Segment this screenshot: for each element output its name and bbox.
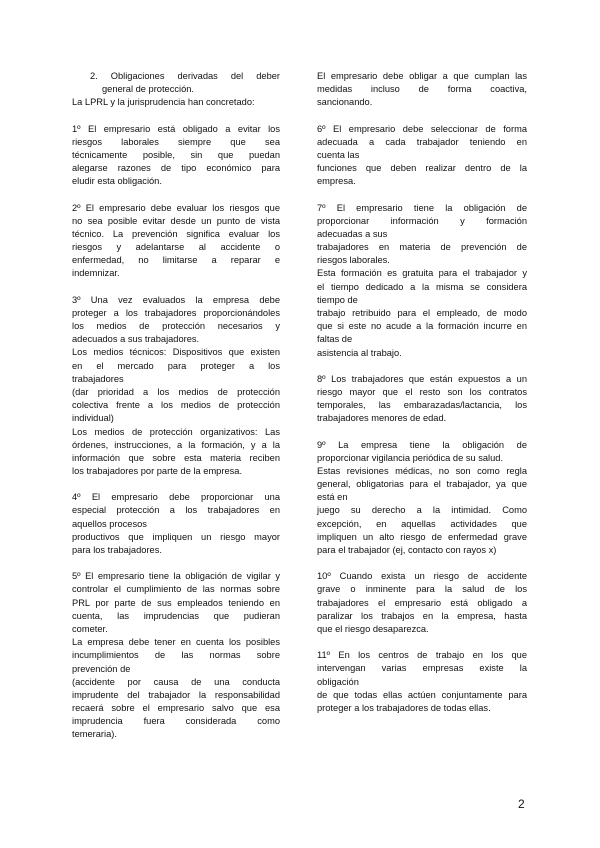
text-line: 7º El empresario tiene la obligación de [317,202,527,213]
text-line: proteger a los trabajadores proporcionándoles [72,307,280,318]
text-line: 3º Una vez evaluados la empresa debe [72,294,280,305]
text-line: proporcionar vigilancia periódica de su salud. [317,452,504,463]
text-line: Estas revisiones médicas, no son como regla [317,465,527,476]
text-line: de que todas ellas actúen conjuntamente para [317,689,527,700]
text-line: individual) [72,413,114,424]
text-line: órdenes, instrucciones, a la formación, y a la [72,439,280,450]
text-line: en el mercado para proteger a los [72,360,280,371]
text-line: temporales, las embarazadas/lactancia, los [317,400,527,411]
text-line: 4º El empresario debe proporcionar una [72,492,280,503]
paragraph-gap [317,426,527,439]
text-line: eludir esta obligación. [72,176,162,187]
text-line: sancionando. [317,97,373,108]
text-line: trabajadores [72,373,124,384]
text-line: imprudencia fuera considerada como [72,716,280,727]
text-line: imprudente del trabajador la responsabilidad [72,689,280,700]
text-line: los trabajadores por parte de la empresa. [72,466,243,477]
text-line: trabajadores en materia de prevención de [317,242,527,253]
page-number: 2 [518,797,525,811]
text-line: excepción, en aquellas actividades que [317,518,527,529]
text-line: 5º El empresario tiene la obligación de vigilar y [72,571,280,582]
text-line: técnico. La prevención significa evaluar los [72,228,280,239]
paragraph-gap [317,110,527,123]
text-line: 10º Cuando exista un riesgo de accidente [317,571,527,582]
paragraph-gap [72,110,280,123]
text-line: 2. Obligaciones derivadas del deber [90,71,280,81]
text-line: temeraria). [72,729,117,740]
text-line: para los trabajadores. [72,545,162,555]
text-line: impliquen un alto riesgo de enfermedad grave [317,531,527,542]
text-line: adecuadas a sus [317,228,388,239]
text-line: técnicamente posible, sin que puedan [72,149,280,160]
text-line: grave o inminente para la salud de los [317,584,527,595]
text-line: (accidente por causa de una conducta [72,676,280,687]
text-line: juego su derecho a la intimidad. Como [317,505,527,516]
text-line: proporcionar información y formación [317,215,527,226]
text-line: riesgos laborales. [317,255,390,266]
text-line: proteger a los trabajadores de todas ellas. [317,702,491,713]
text-line: cuenta, las imprudencias que pudieran [72,610,280,621]
paragraph-gap [72,189,280,202]
text-line: riesgos laborales siempre que sea [72,136,280,147]
text-line: colectiva frente a los medios de protección [72,400,280,411]
left-column [72,70,280,742]
text-line: adecuada a cada trabajador teniendo en [317,136,527,147]
text-line: productivos que impliquen un riesgo mayor [72,531,280,542]
text-line: tiempo de [317,294,358,305]
text-line: aquellos procesos [72,518,147,529]
paragraph-gap [72,557,280,570]
text-line: para el trabajador (ej, contacto con rayos x) [317,545,497,555]
paragraph-gap [317,557,527,570]
text-line: trabajo retribuido para el empleado, de modo [317,308,527,318]
text-line: La empresa debe tener en cuenta los posibles [72,637,280,648]
text-line: 1º El empresario está obligado a evitar los [72,123,280,134]
text-line: que el riesgo desaparezca. [317,623,429,634]
text-line: riesgos y adelantarse al accidente o [72,242,280,253]
paragraph-gap [317,360,527,373]
text-line: La LPRL y la jurisprudencia han concretado: [72,97,255,108]
text-line: cuenta las [317,149,360,160]
text-line: trabajadores el empresario está obligado a [317,597,527,608]
paragraph-gap [317,189,527,202]
text-line: asistencia al trabajo. [317,347,402,358]
text-line: el tiempo dedicado a la misma se considera [317,281,527,292]
text-line: funciones que deben realizar dentro de la [317,163,527,174]
text-line: paralizar los trabajos en la empresa, hasta [317,610,527,621]
text-line: adecuados a sus trabajadores. [72,334,200,345]
text-line: está en [317,492,348,503]
text-line: El empresario debe obligar a que cumplan las [317,71,527,81]
text-line: enfermedad, no limitarse a reparar e [72,255,280,266]
text-line: general, obligatorias para el trabajador, ya que [317,479,527,490]
text-line: 8º Los trabajadores que están expuestos a un [317,373,527,384]
text-line: 9º La empresa tiene la obligación de [317,439,527,450]
text-line: trabajadores menores de edad. [317,413,447,424]
text-line: indemnizar. [72,268,120,279]
text-line: 2º El empresario debe evaluar los riesgos que [72,202,280,213]
text-line: especial protección a los trabajadores en [72,505,280,516]
text-line: recaerá sobre el empresario salvo que esa [72,703,280,714]
text-line: PRL por parte de sus empleados teniendo en [72,597,280,608]
text-line: que si este no acude a la formación incurre en [317,321,527,332]
text-line: intervengan varias empresas existe la [317,663,527,674]
text-line: alegarse razones de tipo económico para [72,163,280,174]
text-line: 11º En los centros de trabajo en los que [317,650,527,661]
text-line: (dar prioridad a los medios de protección [72,386,280,397]
text-line: cometer. [72,623,108,634]
text-line: obligación [317,676,359,687]
text-line: 6º El empresario debe seleccionar de forma [317,123,527,134]
text-line: incumplimientos de las normas sobre [72,650,280,661]
text-line: general de protección. [102,84,194,95]
text-line: prevención de [72,663,131,674]
paragraph-gap [72,281,280,294]
text-line: Esta formación es gratuita para el trabajador y [317,268,527,279]
paragraph-gap [317,636,527,649]
text-line: controlar el cumplimiento de las normas sobre [72,584,280,595]
text-line: faltas de [317,334,353,345]
text-line: información que sobre esta materia reciben [72,452,280,463]
text-line: Los medios técnicos: Dispositivos que existen [72,347,280,358]
text-line: los medios de protección necesarios y [72,321,280,331]
right-column [317,70,527,715]
text-line: empresa. [317,176,356,187]
text-line: no sea posible evitar desde un punto de vista [72,215,280,226]
text-line: riesgo mayor que el resto son los contratos [317,386,527,397]
paragraph-gap [72,478,280,491]
text-line: Los medios de protección organizativos: Las [72,426,280,437]
text-line: medidas incluso de forma coactiva, [317,84,527,95]
